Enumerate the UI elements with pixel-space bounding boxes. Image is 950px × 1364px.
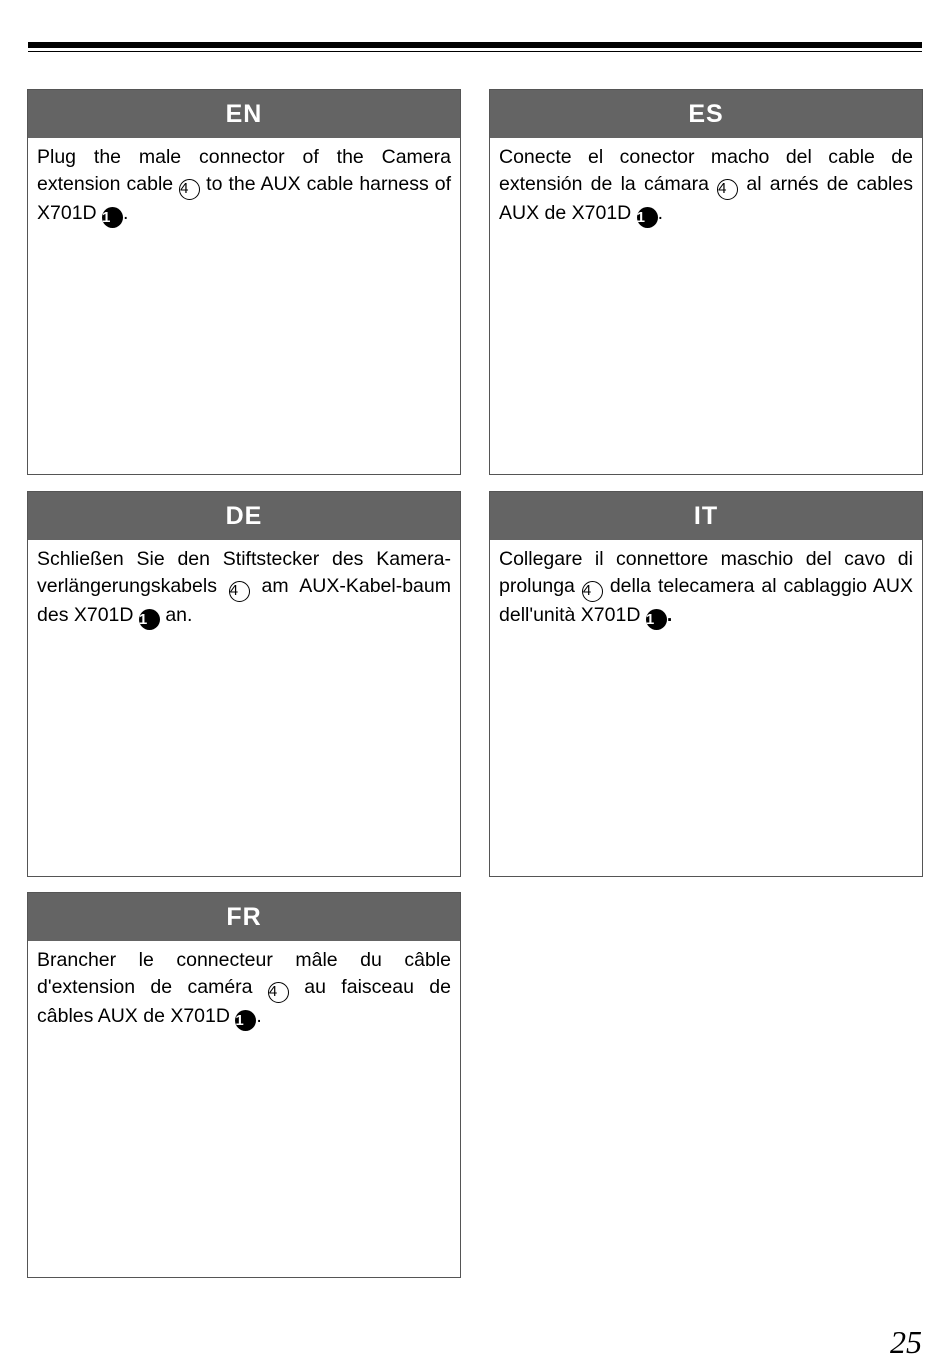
text-part: . [657,202,664,224]
text-part: della telecamera al cablaggio AUX dell'unità X701D [499,575,913,626]
text-part: . [123,202,129,224]
text-part: am AUX-Kabel-baum des X701D [37,575,451,626]
top-rule [28,42,922,48]
panel-it [489,491,923,877]
text-part: Collegare il connettore maschio del cavo di prolunga [499,548,913,597]
panel-heading: IT [490,492,922,540]
text-part: . [666,604,673,626]
instruction-text [28,941,460,1031]
panel-fr [27,892,461,1278]
callout-camera-cable-icon: 4 [582,581,603,602]
text-part: al arnés de cables AUX de X701D [499,173,913,224]
callout-unit-icon: 1 [139,609,160,630]
text-part: . [256,1005,262,1027]
instruction-text [490,540,922,630]
callout-camera-cable-icon: 4 [229,581,250,602]
instruction-text [28,138,460,228]
callout-unit-icon: 1 [102,207,123,228]
text-part: an. [159,604,193,626]
callout-camera-cable-icon: 4 [179,179,200,200]
panel-de [27,491,461,877]
text-part: Plug the male connector of the Camera extension cable [37,146,451,195]
instruction-text [490,138,922,228]
text-part: au faisceau de câbles AUX de X701D [37,976,451,1027]
text-part: to the AUX cable harness of X701D [37,173,451,224]
callout-unit-icon: 1 [637,207,658,228]
callout-unit-icon: 1 [235,1010,256,1031]
instruction-text [28,540,460,630]
panel-en [27,89,461,475]
panel-heading: EN [28,90,460,138]
panel-heading: DE [28,492,460,540]
panel-es [489,89,923,475]
top-rule-thin [28,51,922,52]
callout-camera-cable-icon: 4 [717,179,738,200]
text-part: Schließen Sie den Stiftstecker des Kamera-verlängerungskabels [37,548,451,597]
callout-unit-icon: 1 [646,609,667,630]
panel-heading: ES [490,90,922,138]
text-part: Brancher le connecteur mâle du câble d'extension de caméra [37,949,451,998]
panel-heading: FR [28,893,460,941]
page-number: 25 [890,1324,922,1360]
text-part: Conecte el conector macho del cable de extensión de la cámara [499,146,913,195]
callout-camera-cable-icon: 4 [268,982,289,1003]
